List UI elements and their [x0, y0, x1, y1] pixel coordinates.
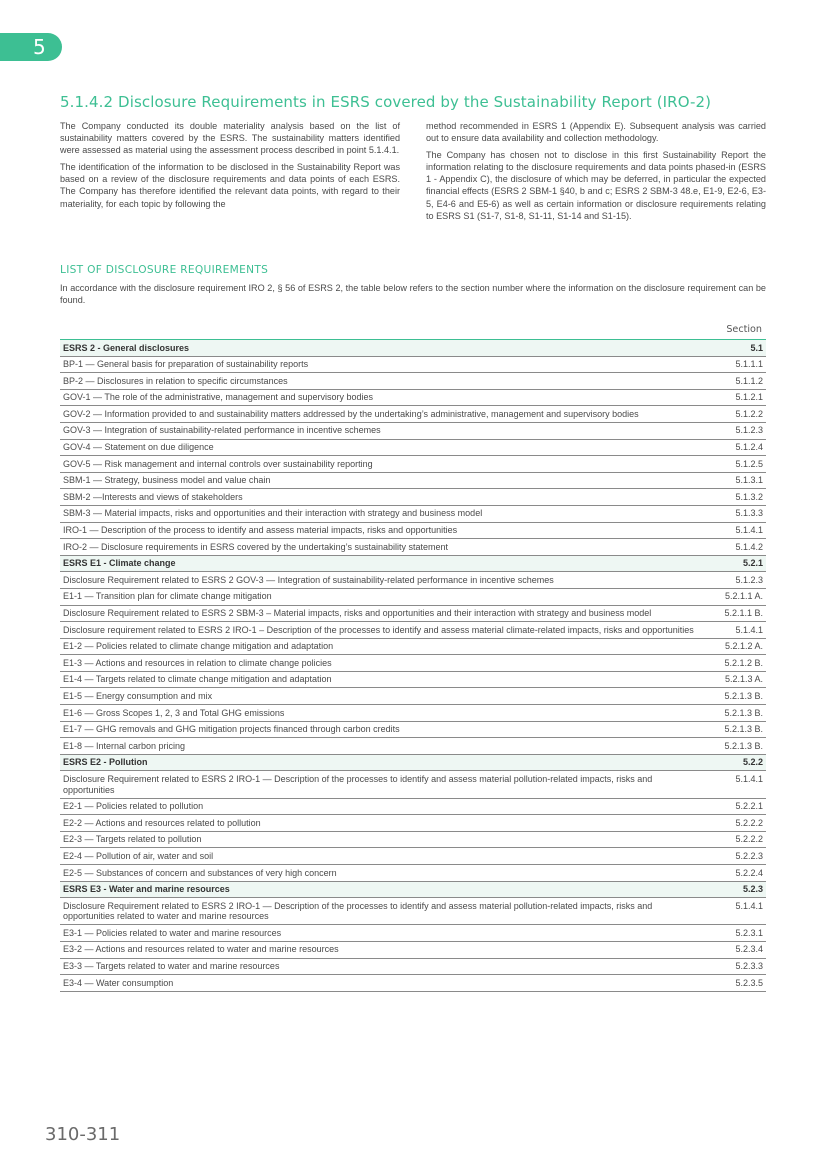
- requirement-label: GOV-5 — Risk management and internal controls over sustainability reporting: [60, 456, 700, 473]
- table-row: [60, 688, 766, 705]
- table-row: [60, 489, 766, 506]
- requirement-section: 5.1.2.3: [700, 572, 766, 589]
- table-row: [60, 539, 766, 556]
- requirement-section: 5.1.4.1: [700, 622, 766, 639]
- requirement-section: 5.2.3.4: [700, 941, 766, 958]
- requirement-label: SBM-3 — Material impacts, risks and opportunities and their interaction with strategy and business model: [60, 505, 700, 522]
- requirement-label: Disclosure Requirement related to ESRS 2 IRO-1 — Description of the processes to identify and assess material pollution-related impacts, risks and opportunities related to water and marine resources: [60, 898, 700, 925]
- table-group-row: [60, 881, 766, 898]
- requirement-label: Disclosure Requirement related to ESRS 2 GOV-3 — Integration of sustainability-related performance in incentive schemes: [60, 572, 700, 589]
- requirement-label: E2-1 — Policies related to pollution: [60, 798, 700, 815]
- requirement-section: 5.2.1.2 A.: [700, 638, 766, 655]
- requirement-section: 5.1.2.1: [700, 389, 766, 406]
- requirement-section: 5.2.2.3: [700, 848, 766, 865]
- requirement-section: 5.1.3.1: [700, 472, 766, 489]
- table-row: [60, 848, 766, 865]
- table-row: [60, 925, 766, 942]
- table-group-row: [60, 555, 766, 572]
- requirement-section: 5.1.2.5: [700, 456, 766, 473]
- requirement-label: E3-2 — Actions and resources related to water and marine resources: [60, 941, 700, 958]
- requirement-section: 5.2.2.2: [700, 831, 766, 848]
- table-row: [60, 738, 766, 755]
- table-row: [60, 671, 766, 688]
- requirement-label: BP-1 — General basis for preparation of sustainability reports: [60, 356, 700, 373]
- requirement-section: 5.1.3.3: [700, 505, 766, 522]
- table-row: [60, 771, 766, 798]
- requirement-label: SBM-1 — Strategy, business model and value chain: [60, 472, 700, 489]
- requirement-label: GOV-2 — Information provided to and sustainability matters addressed by the undertaking’s administrative, management and supervisory bodies: [60, 406, 700, 423]
- requirement-section: 5.2.3.3: [700, 958, 766, 975]
- requirement-label: ESRS E1 - Climate change: [60, 555, 700, 572]
- table-row: [60, 655, 766, 672]
- requirement-section: 5.2.3: [700, 881, 766, 898]
- requirement-section: 5.2.1.3 B.: [700, 721, 766, 738]
- table-row: [60, 958, 766, 975]
- requirement-label: Disclosure requirement related to ESRS 2 IRO-1 – Description of the processes to identify and assess material climate-related impacts, risks and opportunities: [60, 622, 700, 639]
- requirement-section: 5.1.3.2: [700, 489, 766, 506]
- right-column: [426, 120, 766, 227]
- left-paragraph: The Company conducted its double materiality analysis based on the list of sustainability matters covered by the ESRS. The sustainability matters identified were assessed as material using the assessment process described in point 5.1.4.1.: [60, 121, 400, 156]
- page-number: 310-311: [45, 1124, 121, 1145]
- requirement-label: ESRS E3 - Water and marine resources: [60, 881, 700, 898]
- requirement-section: 5.2.1.1 A.: [700, 588, 766, 605]
- table-body: [60, 340, 766, 992]
- table-row: [60, 638, 766, 655]
- requirement-label: BP-2 — Disclosures in relation to specific circumstances: [60, 373, 700, 390]
- requirement-label: E1-2 — Policies related to climate change mitigation and adaptation: [60, 638, 700, 655]
- requirement-section: 5.1.4.1: [700, 522, 766, 539]
- right-paragraph: method recommended in ESRS 1 (Appendix E). Subsequent analysis was carried out to ensure data availability and collection methodology.: [426, 121, 766, 144]
- requirement-section: 5.2.2: [700, 754, 766, 771]
- right-paragraph: The Company has chosen not to disclose in this first Sustainability Report the information relating to the disclosure requirements and data points phased-in (ESRS 1 - Appendix C), the disclosure of which may be deferred, in particular the expected financial effects (ESRS 2 SBM-1 §40, b and c; ESRS 2 SBM-3 48.e, E1-9, E2-6, E3-5, E4-6 and E5-6) as well as certain information or disclosure requirements relating to ESRS S1 (S1-7, S1-8, S1-11, S1-14 and S1-15).: [426, 150, 766, 221]
- requirement-section: 5.2.1.3 B.: [700, 738, 766, 755]
- requirement-label: ESRS 2 - General disclosures: [60, 340, 700, 357]
- requirement-section: 5.1.4.2: [700, 539, 766, 556]
- requirement-section: 5.1.4.1: [700, 771, 766, 798]
- requirement-section: 5.2.3.1: [700, 925, 766, 942]
- requirement-label: E3-3 — Targets related to water and marine resources: [60, 958, 700, 975]
- section-title: 5.1.4.2 Disclosure Requirements in ESRS covered by the Sustainability Report (IRO-2): [60, 93, 712, 111]
- requirement-label: E3-4 — Water consumption: [60, 975, 700, 992]
- requirement-label: GOV-3 — Integration of sustainability-related performance in incentive schemes: [60, 422, 700, 439]
- table-row: [60, 406, 766, 423]
- requirement-label: SBM-2 —Interests and views of stakeholders: [60, 489, 700, 506]
- table-row: [60, 588, 766, 605]
- requirement-section: 5.1.4.1: [700, 898, 766, 925]
- requirement-section: 5.1: [700, 340, 766, 357]
- requirement-label: Disclosure Requirement related to ESRS 2 IRO-1 — Description of the processes to identify and assess material pollution-related impacts, risks and opportunities: [60, 771, 700, 798]
- table-row: [60, 373, 766, 390]
- requirement-label: E1-3 — Actions and resources in relation to climate change policies: [60, 655, 700, 672]
- requirement-label: IRO-1 — Description of the process to identify and assess material impacts, risks and opportunities: [60, 522, 700, 539]
- table-row: [60, 389, 766, 406]
- table-row: [60, 831, 766, 848]
- table-row: [60, 815, 766, 832]
- requirement-label: Disclosure Requirement related to ESRS 2 SBM-3 – Material impacts, risks and opportunities and their interaction with strategy and business model: [60, 605, 700, 622]
- requirement-label: GOV-1 — The role of the administrative, management and supervisory bodies: [60, 389, 700, 406]
- body-columns: [60, 120, 766, 227]
- table-row: [60, 472, 766, 489]
- requirement-section: 5.2.1: [700, 555, 766, 572]
- requirement-section: 5.1.1.2: [700, 373, 766, 390]
- requirement-section: 5.2.2.1: [700, 798, 766, 815]
- table-row: [60, 941, 766, 958]
- requirement-label: E1-8 — Internal carbon pricing: [60, 738, 700, 755]
- table-row: [60, 456, 766, 473]
- table-row: [60, 522, 766, 539]
- section-column-label: Section: [726, 324, 762, 335]
- requirement-label: IRO-2 — Disclosure requirements in ESRS covered by the undertaking’s sustainability statement: [60, 539, 700, 556]
- table-row: [60, 622, 766, 639]
- chapter-tab: 5: [0, 33, 62, 61]
- requirement-label: E1-5 — Energy consumption and mix: [60, 688, 700, 705]
- table-row: [60, 439, 766, 456]
- requirement-label: E2-2 — Actions and resources related to pollution: [60, 815, 700, 832]
- requirement-label: E3-1 — Policies related to water and marine resources: [60, 925, 700, 942]
- requirement-label: ESRS E2 - Pollution: [60, 754, 700, 771]
- table-row: [60, 865, 766, 882]
- requirement-section: 5.2.1.1 B.: [700, 605, 766, 622]
- requirement-label: E1-1 — Transition plan for climate change mitigation: [60, 588, 700, 605]
- table-row: [60, 505, 766, 522]
- requirement-section: 5.1.2.3: [700, 422, 766, 439]
- requirement-section: 5.2.1.3 B.: [700, 688, 766, 705]
- requirement-label: E1-7 — GHG removals and GHG mitigation projects financed through carbon credits: [60, 721, 700, 738]
- requirement-label: E1-6 — Gross Scopes 1, 2, 3 and Total GHG emissions: [60, 705, 700, 722]
- table-row: [60, 422, 766, 439]
- table-row: [60, 898, 766, 925]
- table-row: [60, 605, 766, 622]
- requirement-section: 5.2.2.2: [700, 815, 766, 832]
- requirement-section: 5.2.3.5: [700, 975, 766, 992]
- table-row: [60, 975, 766, 992]
- requirement-section: 5.2.1.3 A.: [700, 671, 766, 688]
- requirement-label: E2-3 — Targets related to pollution: [60, 831, 700, 848]
- requirement-section: 5.2.2.4: [700, 865, 766, 882]
- requirement-label: E2-4 — Pollution of air, water and soil: [60, 848, 700, 865]
- disclosure-requirements-table: [60, 339, 766, 992]
- left-column: [60, 120, 400, 227]
- requirement-section: 5.1.2.2: [700, 406, 766, 423]
- table-row: [60, 356, 766, 373]
- requirement-section: 5.1.2.4: [700, 439, 766, 456]
- table-row: [60, 798, 766, 815]
- requirement-label: GOV-4 — Statement on due diligence: [60, 439, 700, 456]
- left-paragraph: The identification of the information to be disclosed in the Sustainability Report was based on a review of the disclosure requirements and data points of each ESRS. The Company has therefore identified the relevant data points, with regard to their materiality, for each topic by following the: [60, 162, 400, 209]
- table-group-row: [60, 754, 766, 771]
- table-row: [60, 721, 766, 738]
- requirement-label: E2-5 — Substances of concern and substances of very high concern: [60, 865, 700, 882]
- requirement-label: E1-4 — Targets related to climate change mitigation and adaptation: [60, 671, 700, 688]
- table-row: [60, 572, 766, 589]
- requirement-section: 5.2.1.2 B.: [700, 655, 766, 672]
- list-heading: LIST OF DISCLOSURE REQUIREMENTS: [60, 264, 269, 276]
- list-intro: In accordance with the disclosure requirement IRO 2, § 56 of ESRS 2, the table below refers to the section number where the information on the disclosure requirement can be found.: [60, 283, 766, 306]
- table-group-row: [60, 340, 766, 357]
- table-row: [60, 705, 766, 722]
- requirement-section: 5.1.1.1: [700, 356, 766, 373]
- requirement-section: 5.2.1.3 B.: [700, 705, 766, 722]
